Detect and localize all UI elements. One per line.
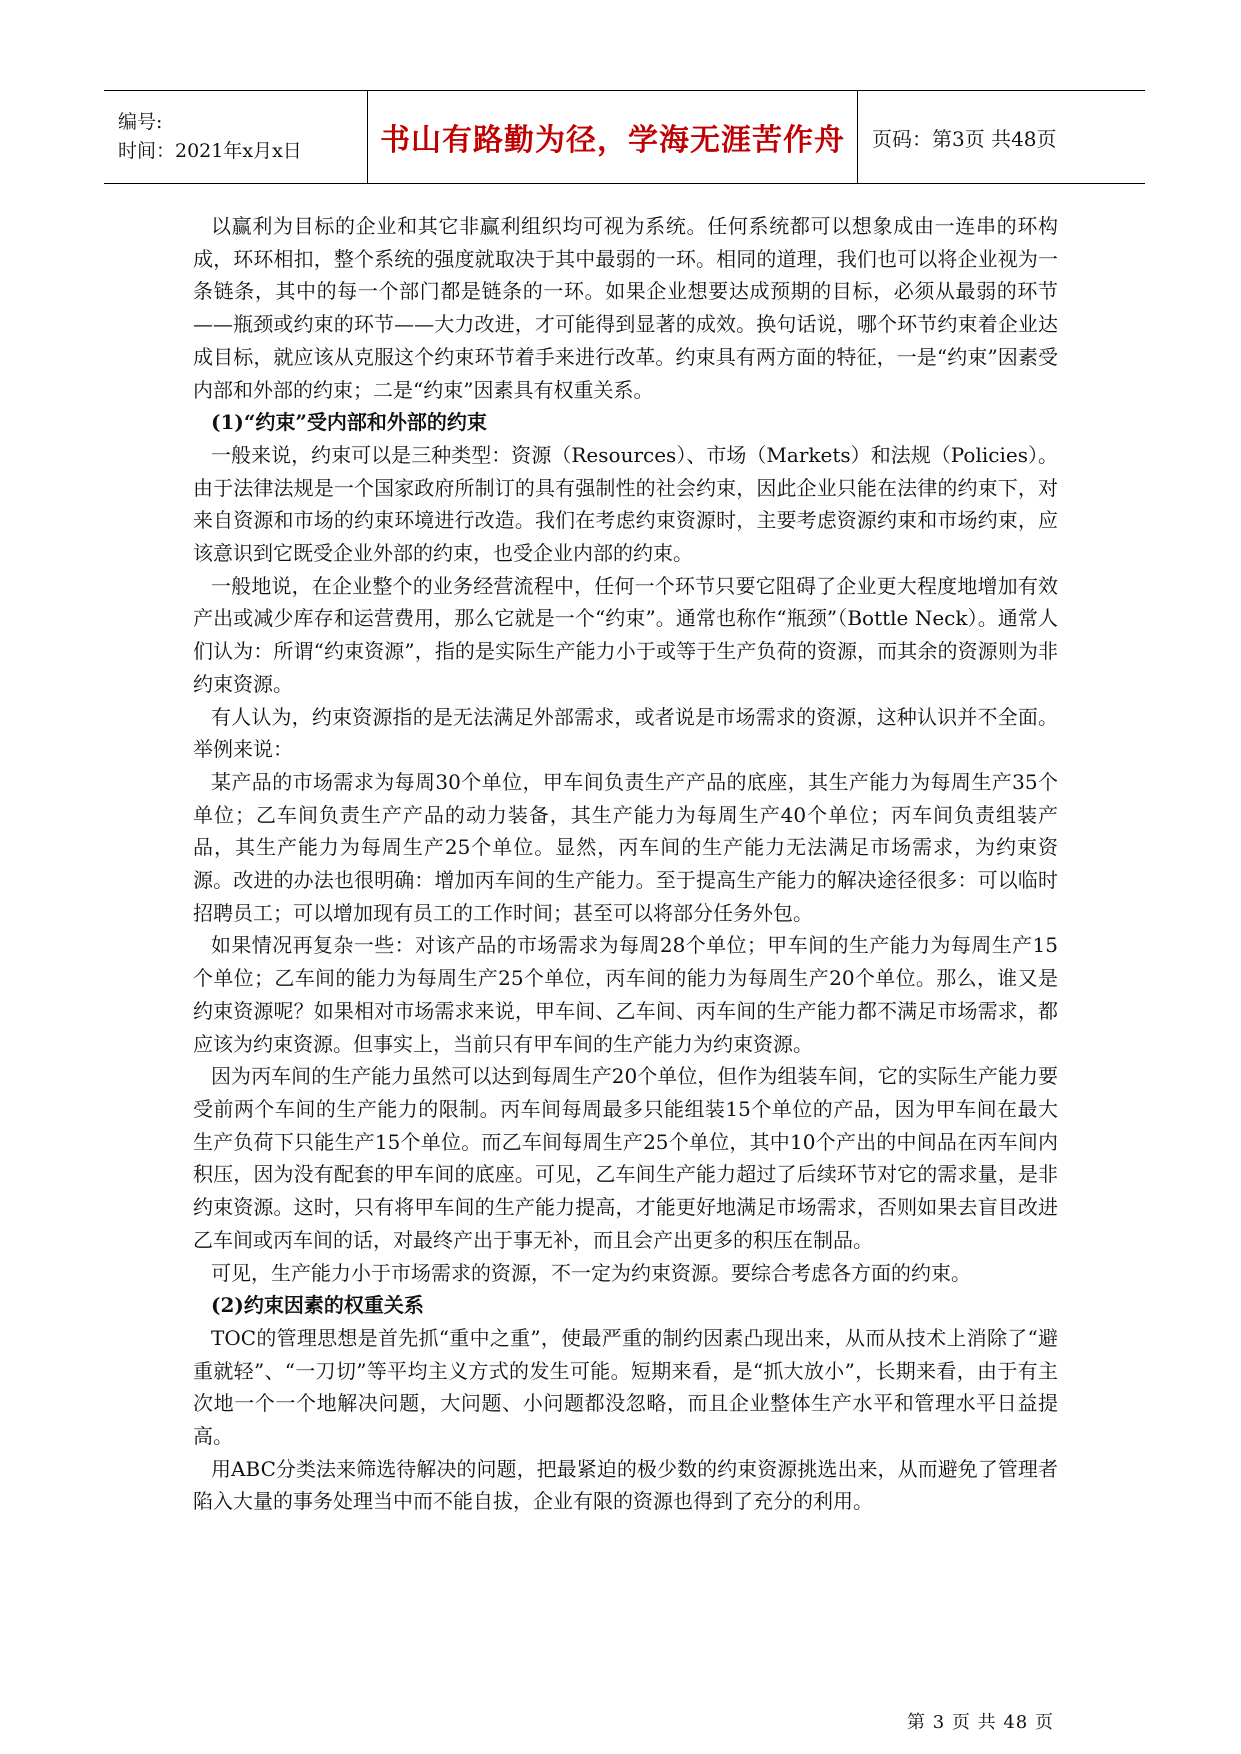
document-body	[193, 210, 1058, 1518]
paragraph: TOC的管理思想是首先抓“重中之重”，使最严重的制约因素凸现出来，从而从技术上消除了“避重就轻”、“一刀切”等平均主义方式的发生可能。短期来看，是“抓大放小”，长期来看，由于有主次地一个一个地解决问题，大问题、小问题都没忽略，而且企业整体生产水平和管理水平日益提高。	[193, 1325, 1058, 1449]
paragraph: 一般地说，在企业整个的业务经营流程中，任何一个环节只要它阻碍了企业更大程度地增加有效产出或减少库存和运营费用，那么它就是一个“约束”。通常也称作“瓶颈”（Bottle Neck）。通常人们认为：所谓“约束资源”，指的是实际生产能力小于或等于生产负荷的资源，而其余的资源则为非约束资源。	[193, 573, 1058, 696]
paragraph: 因为丙车间的生产能力虽然可以达到每周生产20个单位，但作为组装车间，它的实际生产能力要受前两个车间的生产能力的限制。丙车间每周最多只能组装15个单位的产品，因为甲车间在最大生产负荷下只能生产15个单位。而乙车间每周生产25个单位，其中10个产出的中间品在丙车间内积压，因为没有配套的甲车间的底座。可见，乙车间生产能力超过了后续环节对它的需求量，是非约束资源。这时，只有将甲车间的生产能力提高，才能更好地满足市场需求，否则如果去盲目改进乙车间或丙车间的话，对最终产出于事无补，而且会产出更多的积压在制品。	[193, 1064, 1058, 1252]
header-page-cell	[858, 91, 1145, 183]
paragraph: 如果情况再复杂一些：对该产品的市场需求为每周28个单位；甲车间的生产能力为每周生产15个单位；乙车间的能力为每周生产25个单位，丙车间的能力为每周生产20个单位。那么，谁又是约束资源呢？如果相对市场需求来说，甲车间、乙车间、丙车间的生产能力都不满足市场需求，都应该为约束资源。但事实上，当前只有甲车间的生产能力为约束资源。	[193, 933, 1058, 1056]
header-motto-cell	[368, 91, 858, 183]
paragraph-intro: 以赢利为目标的企业和其它非赢利组织均可视为系统。任何系统都可以想象成由一连串的环构成，环环相扣，整个系统的强度就取决于其中最弱的一环。相同的道理，我们也可以将企业视为一条链条，其中的每一个部门都是链条的一环。如果企业想要达成预期的目标，必须从最弱的环节——瓶颈或约束的环节——大力改进，才可能得到显著的成效。换句话说，哪个环节约束着企业达成目标，就应该从克服这个约束环节着手来进行改革。约束具有两方面的特征，一是“约束”因素受内部和外部的约束；二是“约束”因素具有权重关系。	[193, 214, 1058, 402]
document-time-label: 时间：2021年x月x日	[118, 140, 302, 162]
section-heading-1: (1)“约束”受内部和外部的约束	[211, 410, 487, 435]
paragraph: 用ABC分类法来筛选待解决的问题，把最紧迫的极少数的约束资源挑选出来，从而避免了管理者陷入大量的事务处理当中而不能自拔，企业有限的资源也得到了充分的利用。	[193, 1456, 1058, 1514]
paragraph: 某产品的市场需求为每周30个单位，甲车间负责生产产品的底座，其生产能力为每周生产35个单位；乙车间负责生产产品的动力装备，其生产能力为每周生产40个单位；丙车间负责组装产品，其生产能力为每周生产25个单位。显然，丙车间的生产能力无法满足市场需求，为约束资源。改进的办法也很明确：增加丙车间的生产能力。至于提高生产能力的解决途径很多：可以临时招聘员工；可以增加现有员工的工作时间；甚至可以将部分任务外包。	[193, 769, 1058, 925]
section-heading-2: (2)约束因素的权重关系	[211, 1293, 424, 1318]
header-motto: 书山有路勤为径，学海无涯苦作舟	[380, 123, 845, 158]
paragraph: 可见，生产能力小于市场需求的资源，不一定为约束资源。要综合考虑各方面的约束。	[211, 1260, 971, 1285]
header-page-label: 页码：第3页 共48页	[872, 126, 1057, 151]
page-footer-number: 第 3 页 共 48 页	[907, 1712, 1054, 1733]
document-number-label: 编号:	[118, 111, 163, 133]
paragraph: 一般来说，约束可以是三种类型：资源（Resources）、市场（Markets）和法规（Policies）。由于法律法规是一个国家政府所制订的具有强制性的社会约束，因此企业只能在法律的约束下，对来自资源和市场的约束环境进行改造。我们在考虑约束资源时，主要考虑资源约束和市场约束，应该意识到它既受企业外部的约束，也受企业内部的约束。	[193, 442, 1058, 566]
paragraph: 有人认为，约束资源指的是无法满足外部需求，或者说是市场需求的资源，这种认识并不全面。举例来说：	[193, 704, 1058, 762]
page-header	[104, 90, 1145, 184]
header-info-cell	[104, 91, 368, 183]
